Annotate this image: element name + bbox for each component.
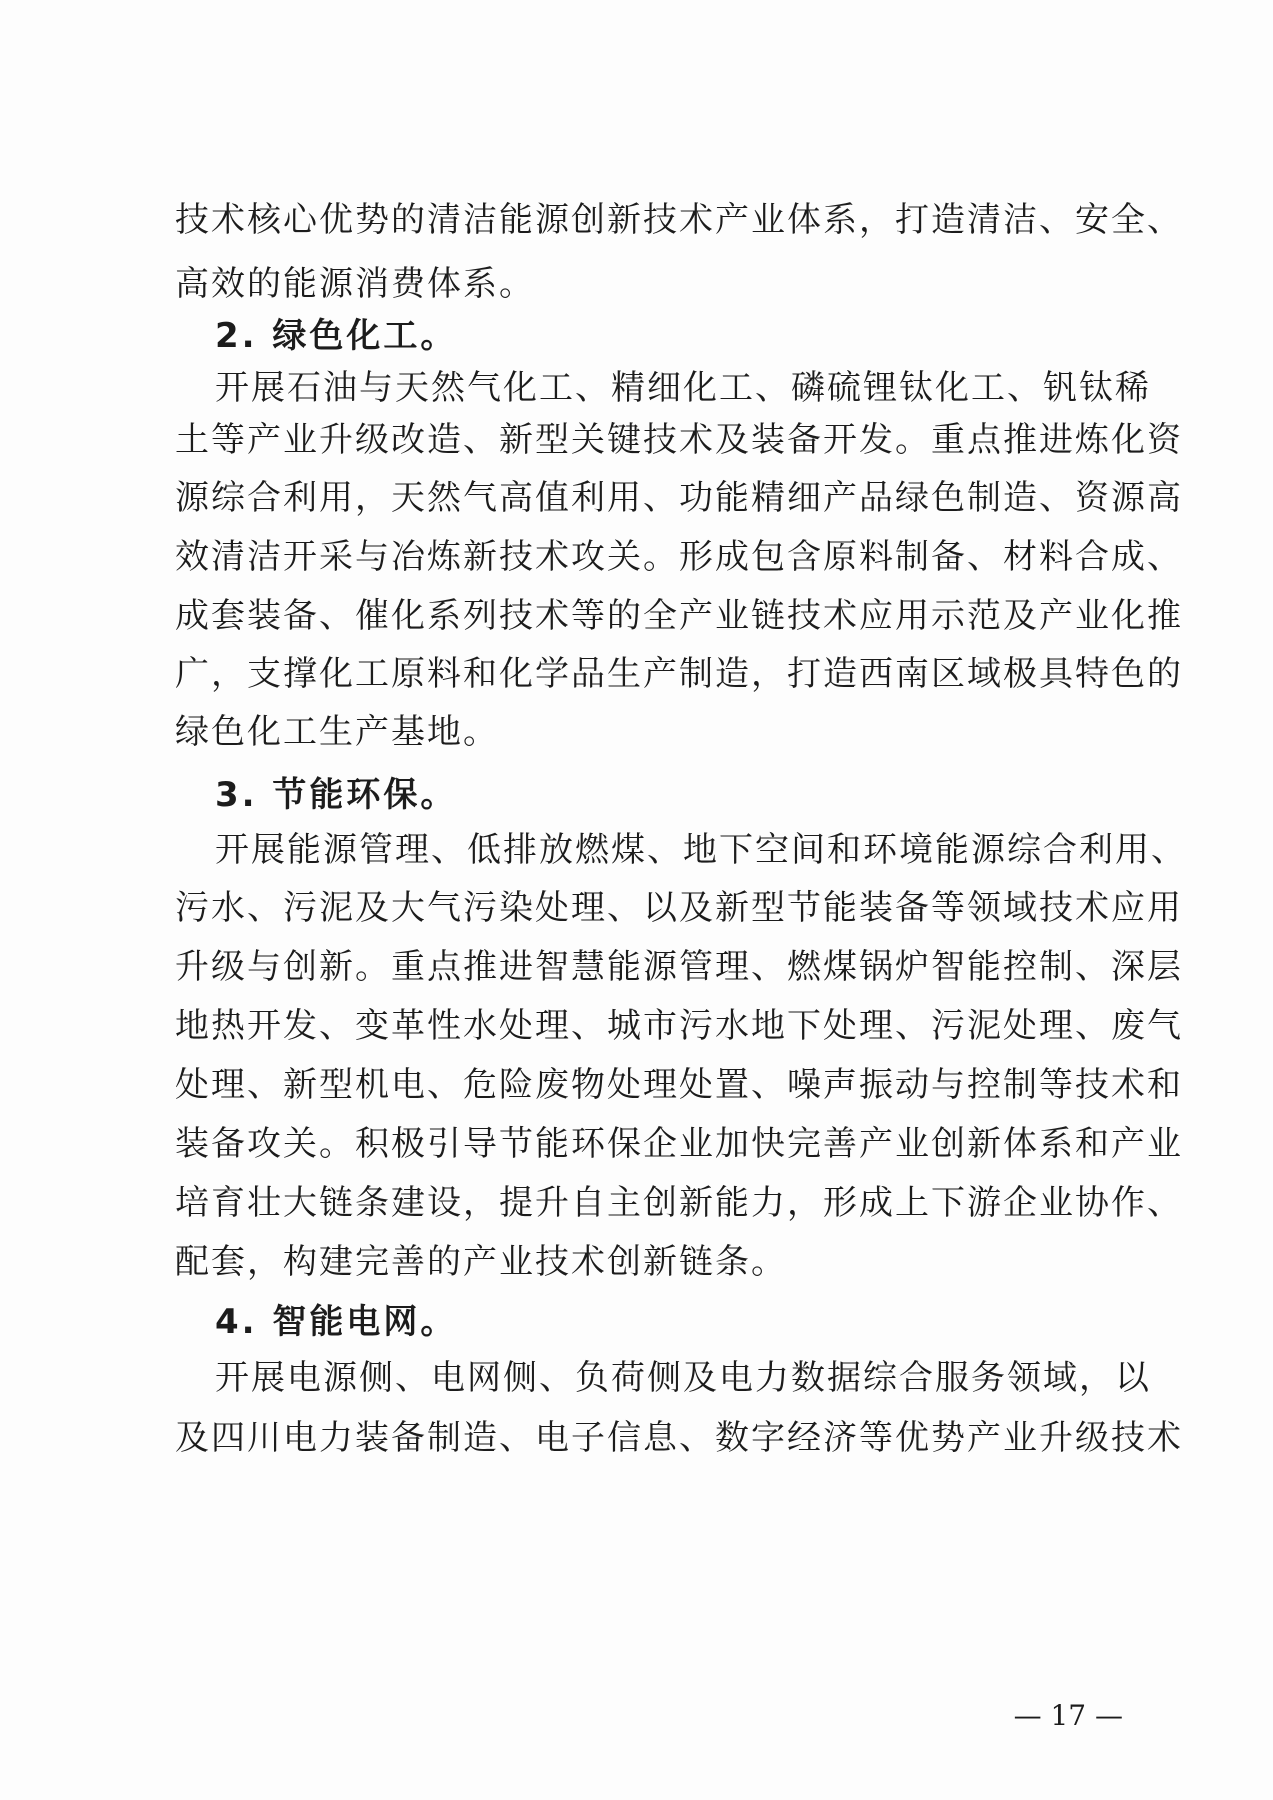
section-heading-green-chemical: 2. 绿色化工。 — [215, 316, 458, 356]
text-line: 配套，构建完善的产业技术创新链条。 — [175, 1242, 787, 1282]
text-line: 升级与创新。重点推进智慧能源管理、燃煤锅炉智能控制、深层 — [175, 947, 1183, 987]
text-line: 开展石油与天然气化工、精细化工、磷硫锂钛化工、钒钛稀 — [215, 368, 1151, 408]
section-heading-energy-saving: 3. 节能环保。 — [215, 775, 458, 815]
page-number: — 17 — — [1013, 1699, 1123, 1732]
text-line: 土等产业升级改造、新型关键技术及装备开发。重点推进炼化资 — [175, 420, 1183, 460]
text-line: 开展能源管理、低排放燃煤、地下空间和环境能源综合利用、 — [215, 830, 1187, 870]
text-line: 地热开发、变革性水处理、城市污水地下处理、污泥处理、废气 — [175, 1006, 1183, 1046]
text-line: 污水、污泥及大气污染处理、以及新型节能装备等领域技术应用 — [175, 888, 1183, 928]
section-heading-smart-grid: 4. 智能电网。 — [215, 1302, 458, 1342]
text-line: 及四川电力装备制造、电子信息、数字经济等优势产业升级技术 — [175, 1418, 1183, 1458]
text-line: 源综合利用，天然气高值利用、功能精细产品绿色制造、资源高 — [175, 478, 1183, 518]
text-line: 装备攻关。积极引导节能环保企业加快完善产业创新体系和产业 — [175, 1124, 1183, 1164]
text-line: 效清洁开采与冶炼新技术攻关。形成包含原料制备、材料合成、 — [175, 537, 1183, 577]
text-line: 广，支撑化工原料和化学品生产制造，打造西南区域极具特色的 — [175, 654, 1183, 694]
text-line: 开展电源侧、电网侧、负荷侧及电力数据综合服务领域，以 — [215, 1358, 1151, 1398]
text-line: 成套装备、催化系列技术等的全产业链技术应用示范及产业化推 — [175, 596, 1183, 636]
text-line: 技术核心优势的清洁能源创新技术产业体系，打造清洁、安全、 — [175, 200, 1183, 240]
text-line: 绿色化工生产基地。 — [175, 712, 499, 752]
text-line: 处理、新型机电、危险废物处理处置、噪声振动与控制等技术和 — [175, 1065, 1183, 1105]
text-line: 高效的能源消费体系。 — [175, 264, 535, 304]
text-line: 培育壮大链条建设，提升自主创新能力，形成上下游企业协作、 — [175, 1183, 1183, 1223]
